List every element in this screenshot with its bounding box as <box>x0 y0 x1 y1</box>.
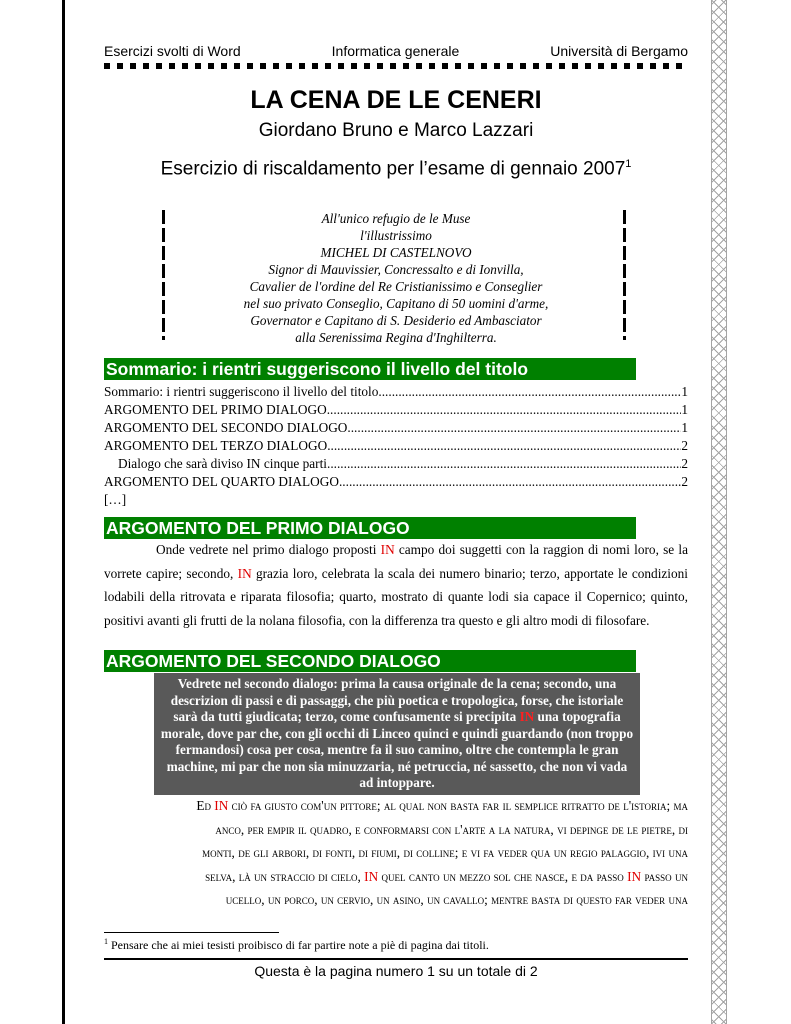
dedication-line: Cavalier de l'ordine del Re Cristianissimo e Conseglier <box>249 279 543 294</box>
toc-leader <box>347 419 681 437</box>
toc-leader <box>339 473 681 491</box>
dedication-line: Governator e Capitano di S. Desiderio ed Ambasciator <box>250 313 542 328</box>
toc-entry-title: Dialogo che sarà diviso IN cinque parti <box>118 456 327 471</box>
paragraph-text: campo doi suggetti con la raggion di nomi loro, se la vorrete capire; secondo, <box>104 542 688 581</box>
document-authors: Giordano Bruno e Marco Lazzari <box>258 120 534 141</box>
box-text: una topografia morale, dove par che, con gli occhi di Linceo quinci e quindi guardando (non troppo fermandosi) cosa per cosa, mentre fa il suo camino, oltre che contempla le gran machine, mi par che non sia minuzzaria, né petruccia, né sassetto, che non vi vada ad intoppare. <box>160 709 634 790</box>
toc-entry-title: ARGOMENTO DEL PRIMO DIALOGO <box>104 402 327 417</box>
line-text: Ed <box>196 798 215 813</box>
footnote-separator <box>104 932 279 933</box>
heading-second-dialogue: ARGOMENTO DEL SECONDO DIALOGO <box>104 650 636 672</box>
highlight-in: IN <box>519 709 535 724</box>
footnote-reference[interactable]: 1 <box>625 158 632 170</box>
first-dialogue-paragraph <box>104 538 688 632</box>
page-header <box>104 43 688 59</box>
document-title: LA CENA DE LE CENERI <box>250 86 542 114</box>
footnote-number: 1 <box>104 937 108 946</box>
header-right: Università di Bergamo <box>550 43 688 59</box>
subtitle-text: Esercizio di riscaldamento per l’esame di gennaio 2007 <box>160 158 626 180</box>
toc-entry-title: Sommario: i rientri suggeriscono il livello del titolo <box>104 384 379 399</box>
paragraph-text: Onde vedrete nel primo dialogo proposti <box>156 542 381 557</box>
toc-entry-page: 2 <box>681 474 688 489</box>
line-text: quel canto un mezzo sol che nasce, e da passo <box>378 868 628 884</box>
line-text: selva, là un straccio di cielo, <box>205 868 365 884</box>
dedication-line: All'unico refugio de le Muse <box>321 211 471 226</box>
toc-leader <box>327 401 682 419</box>
paragraph-text: grazia loro, celebrata la scala dei numero binario; terzo, apportate le condizioni lodabili della ritrovata e riparata filosofia; quarto, mostrato di quante lodi sia capace il Copernico; quinto, positivi avanti gli frutti de la nolana filosofia, con la differenza tra questo e gli altro modi di filosofare. <box>104 565 688 628</box>
toc-entry-page: 1 <box>681 384 688 399</box>
header-left: Esercizi svolti di Word <box>104 43 241 59</box>
heading-first-dialogue: ARGOMENTO DEL PRIMO DIALOGO <box>104 517 636 539</box>
paragraph-line <box>104 794 688 818</box>
dedication-line: alla Serenissima Regina d'Inghilterra. <box>295 330 497 345</box>
toc-entry[interactable] <box>104 455 688 473</box>
toc-entry-page: 2 <box>681 456 688 471</box>
highlight-in: IN <box>380 542 395 557</box>
toc-entry[interactable] <box>104 419 688 437</box>
toc-entry-page: 2 <box>681 438 688 453</box>
toc-leader <box>378 383 681 401</box>
footnote <box>104 937 688 953</box>
highlight-in: IN <box>364 868 379 884</box>
highlight-in: IN <box>214 798 229 813</box>
second-dialogue-shaded-box <box>154 673 640 795</box>
toc-entry[interactable] <box>104 437 688 455</box>
toc-entry-title: ARGOMENTO DEL TERZO DIALOGO <box>104 438 328 453</box>
dedication-block <box>104 210 688 346</box>
dedication-line: l'illustrissimo <box>360 228 432 243</box>
toc-leader <box>327 455 681 473</box>
toc-entry[interactable] <box>104 473 688 491</box>
table-of-contents <box>104 383 688 509</box>
toc-entry[interactable] <box>104 401 688 419</box>
toc-leader <box>327 437 681 455</box>
line-text: passo un <box>641 868 688 884</box>
highlight-in: IN <box>627 868 642 884</box>
left-margin-rule <box>62 0 65 1024</box>
paragraph-line: ucello, un porco, un cervio, un asino, un cavallo; mentre basta di questo far veder una <box>225 892 688 907</box>
toc-entry-page: 1 <box>681 402 688 417</box>
paragraph-line: anco, per empir il quadro, e conformarsi con l'arte a la natura, vi depinge de le pietre, di <box>215 821 688 837</box>
header-center: Informatica generale <box>331 43 460 59</box>
footnote-text: Pensare che ai miei tesisti proibisco di far partire note a piè di pagina dai titoli. <box>108 938 489 952</box>
box-text: Vedrete nel secondo dialogo: prima la causa originale de la cena; secondo, una descrizion di passi e di passaggi, che più poetica e tropologica, forse, che istoriale sarà da tutti giudicata; terzo, come confusamente si precipita <box>170 676 624 724</box>
dedication-line: Signor di Mauvissier, Concressalto e di Ionvilla, <box>268 262 524 277</box>
dedication-line: nel suo privato Conseglio, Capitano di 50 uomini d'arme, <box>243 296 549 311</box>
toc-entry-page: 1 <box>681 420 688 435</box>
highlight-in: IN <box>237 565 252 581</box>
toc-ellipsis: […] <box>104 492 127 507</box>
page-footer: Questa è la pagina numero 1 su un totale di 2 <box>254 963 538 979</box>
toc-entry[interactable] <box>104 383 688 401</box>
header-dashed-rule <box>104 63 688 69</box>
toc-entry-title: ARGOMENTO DEL SECONDO DIALOGO <box>104 420 348 435</box>
document-subtitle <box>104 158 688 180</box>
right-decorative-border <box>711 0 727 1024</box>
paragraph-line <box>104 865 688 889</box>
dedication-line: MICHEL DI CASTELNOVO <box>320 245 472 260</box>
footer-rule <box>104 958 688 960</box>
line-text: ciò fa giusto com'un pittore; al qual non basta far il semplice ritratto de l'istoria; ma <box>228 798 688 813</box>
heading-summary: Sommario: i rientri suggeriscono il livello del titolo <box>104 358 636 380</box>
toc-entry-title: ARGOMENTO DEL QUARTO DIALOGO <box>104 474 339 489</box>
small-caps-paragraph <box>104 794 688 912</box>
paragraph-line: monti, de gli arbori, di fonti, di fiumi, di colline; e vi fa veder qua un regio palaggio, ivi una <box>202 845 688 860</box>
